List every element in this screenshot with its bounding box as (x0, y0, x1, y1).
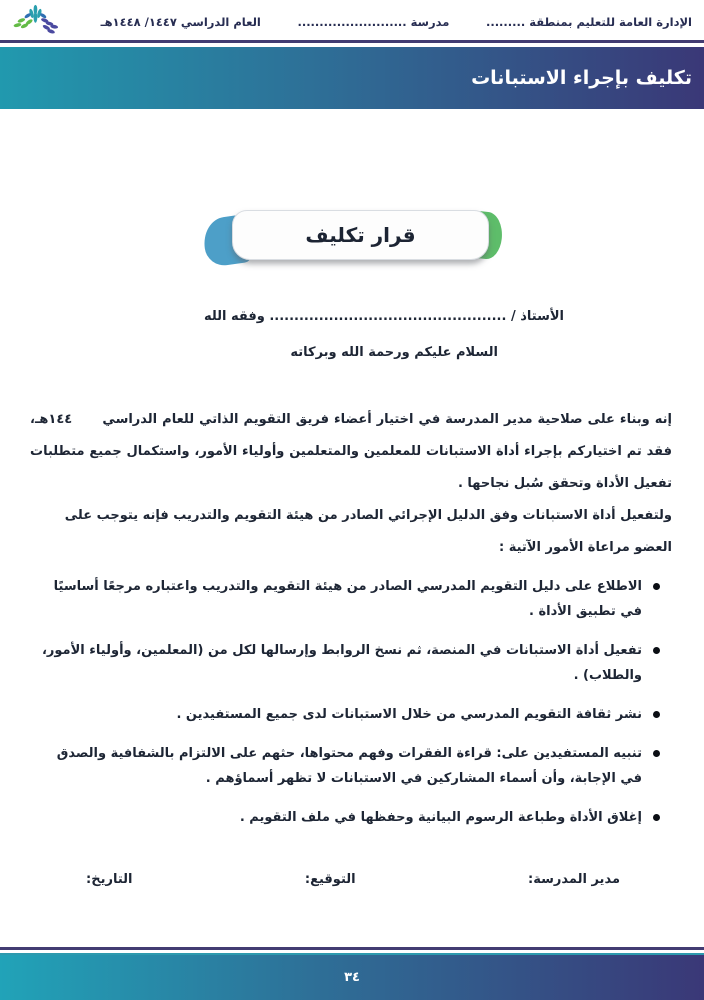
task-item: تنبيه المستفيدين على: قراءة الفقرات وفهم محتواها، حثهم على الالتزام بالشفافية والصدق في الإجابة، وأن أسماء المشاركين في الاستبانات لا تظهر أسماؤهم . (34, 741, 642, 791)
task-item: نشر ثقافة التقويم المدرسي من خلال الاستبانات لدى جميع المستفيدين . (34, 702, 642, 727)
task-list (34, 574, 642, 830)
document-title: تكليف بإجراء الاستبانات (471, 67, 692, 89)
task-item: إغلاق الأداة وطباعة الرسوم البيانية وحفظها في ملف التقويم . (34, 805, 642, 830)
principal-label: مدير المدرسة: (528, 872, 620, 887)
academic-year-label: العام الدراسي ١٤٤٧/ ١٤٤٨هـ (100, 15, 261, 29)
document-footer (0, 947, 704, 1000)
lead-paragraph: ولتفعيل أداة الاستبانات وفق الدليل الإجرائي الصادر من هيئة التقويم والتدريب فإنه يتوجب على العضو مراعاة الأمور الآتية : (64, 508, 672, 555)
salutation-line: السلام عليكم ورحمة الله وبركاته (290, 345, 498, 360)
document-header (0, 0, 704, 40)
education-emblem-icon (10, 4, 64, 40)
addressee-line: الأستاذ / ................................................ وفقه الله (203, 309, 564, 324)
date-label: التاريخ: (86, 872, 133, 887)
title-banner (0, 47, 704, 109)
body-paragraphs (30, 404, 672, 564)
signature-label: التوقيع: (304, 872, 356, 887)
decision-badge-title: قرار تكليف (232, 210, 489, 260)
task-item: تفعيل أداة الاستبانات في المنصة، ثم نسخ الروابط وإرسالها لكل من (المعلمين، وأولياء الأمور، والطلاب) . (34, 638, 642, 688)
page-number: ٣٤ (344, 970, 360, 985)
school-name-blank: مدرسة ......................... (297, 15, 450, 29)
signature-row (0, 872, 704, 887)
intro-paragraph: إنه وبناء على صلاحية مدير المدرسة في اختيار أعضاء فريق التقويم الذاتي للعام الدراسي ١٤٤هـ، فقد تم اختياركم بإجراء أداة الاستبانات للمعلمين والمتعلمين وأولياء الأمور، واستكمال جميع متطلبات تفعيل الأداة وتحقق سُبل نجاحها . (30, 412, 672, 491)
decision-badge (202, 209, 502, 265)
task-item: الاطلاع على دليل التقويم المدرسي الصادر من هيئة التقويم والتدريب واعتباره مرجعًا أساسيًا في تطبيق الأداة . (34, 574, 642, 624)
footer-bar (0, 955, 704, 1000)
greeting-block (0, 309, 704, 360)
administration-label: الإدارة العامة للتعليم بمنطقة ......... (485, 15, 692, 29)
